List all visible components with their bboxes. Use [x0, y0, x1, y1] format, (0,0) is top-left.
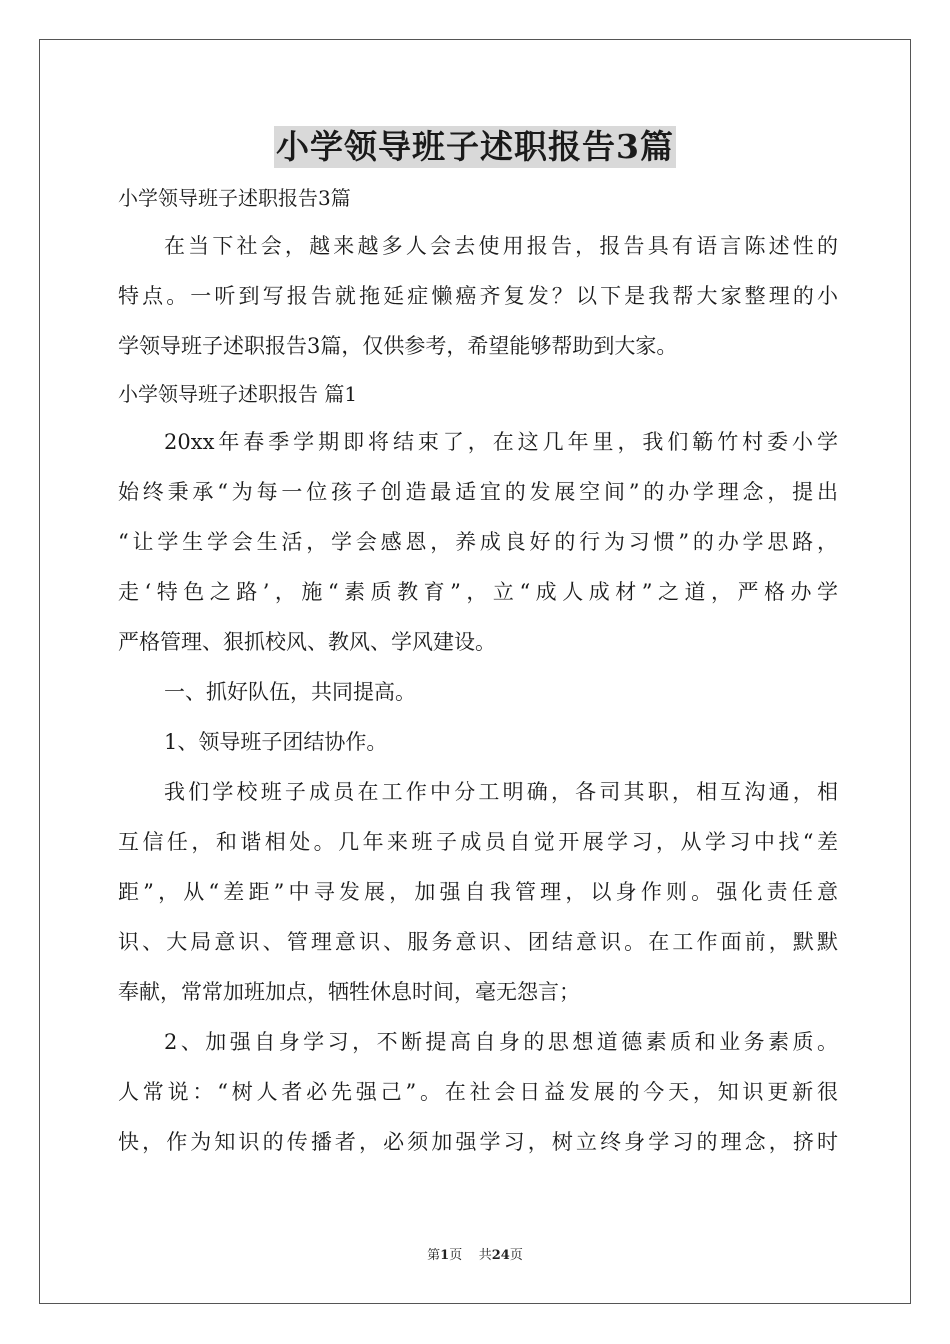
title-wrap	[0, 126, 950, 168]
paragraph-line: 2、加强自身学习，不断提高自身的思想道德素质和业务素质。	[164, 1030, 838, 1054]
paragraph-line: 人常说：“树人者必先强己”。在社会日益发展的今天，知识更新很	[118, 1080, 838, 1104]
page-footer	[0, 1244, 950, 1263]
paragraph-line: 互信任，和谐相处。几年来班子成员自觉开展学习，从学习中找“差	[118, 830, 838, 854]
document-title: 小学领导班子述职报告3篇	[276, 127, 674, 166]
heading-level2: 1、领导班子团结协作。	[164, 730, 388, 754]
heading-level1: 一、抓好队伍，共同提高。	[164, 680, 416, 704]
document-body	[118, 175, 838, 1167]
paragraph-line: 距”，从“差距”中寻发展，加强自我管理，以身作则。强化责任意	[118, 880, 838, 904]
paragraph-line: 我们学校班子成员在工作中分工明确，各司其职，相互沟通，相	[164, 780, 838, 804]
paragraph-line: “让学生学会生活，学会感恩，养成良好的行为习惯”的办学思路，	[118, 530, 838, 554]
intro-line: 特点。一听到写报告就拖延症懒癌齐复发？以下是我帮大家整理的小	[118, 284, 838, 308]
total-label-prefix: 共	[478, 1248, 492, 1263]
document-subtitle: 小学领导班子述职报告3篇	[118, 186, 351, 210]
paragraph-line: 识、大局意识、管理意识、服务意识、团结意识。在工作面前，默默	[118, 930, 838, 954]
page-label-prefix: 第	[427, 1248, 441, 1263]
intro-line: 在当下社会，越来越多人会去使用报告，报告具有语言陈述性的	[164, 234, 838, 258]
total-label-suffix: 页	[509, 1248, 523, 1263]
paragraph-line: 奉献，常常加班加点，牺牲休息时间，毫无怨言；	[118, 980, 580, 1004]
intro-line: 学领导班子述职报告3篇，仅供参考，希望能够帮助到大家。	[118, 334, 678, 358]
section-heading: 小学领导班子述职报告 篇1	[118, 382, 358, 406]
page-label-suffix: 页	[449, 1248, 463, 1263]
paragraph-line: 20xx年春季学期即将结束了，在这几年里，我们簕竹村委小学	[164, 430, 838, 454]
paragraph-line: 严格管理、狠抓校风、教风、学风建设。	[118, 630, 496, 654]
page-number: 1	[440, 1248, 450, 1263]
paragraph-line: 快，作为知识的传播者，必须加强学习，树立终身学习的理念，挤时	[118, 1130, 838, 1154]
paragraph-line: 走‘特色之路’，施“素质教育”，立“成人成材”之道，严格办学	[118, 580, 838, 604]
paragraph-line: 始终秉承“为每一位孩子创造最适宜的发展空间”的办学理念，提出	[118, 480, 838, 504]
total-pages: 24	[491, 1248, 510, 1263]
